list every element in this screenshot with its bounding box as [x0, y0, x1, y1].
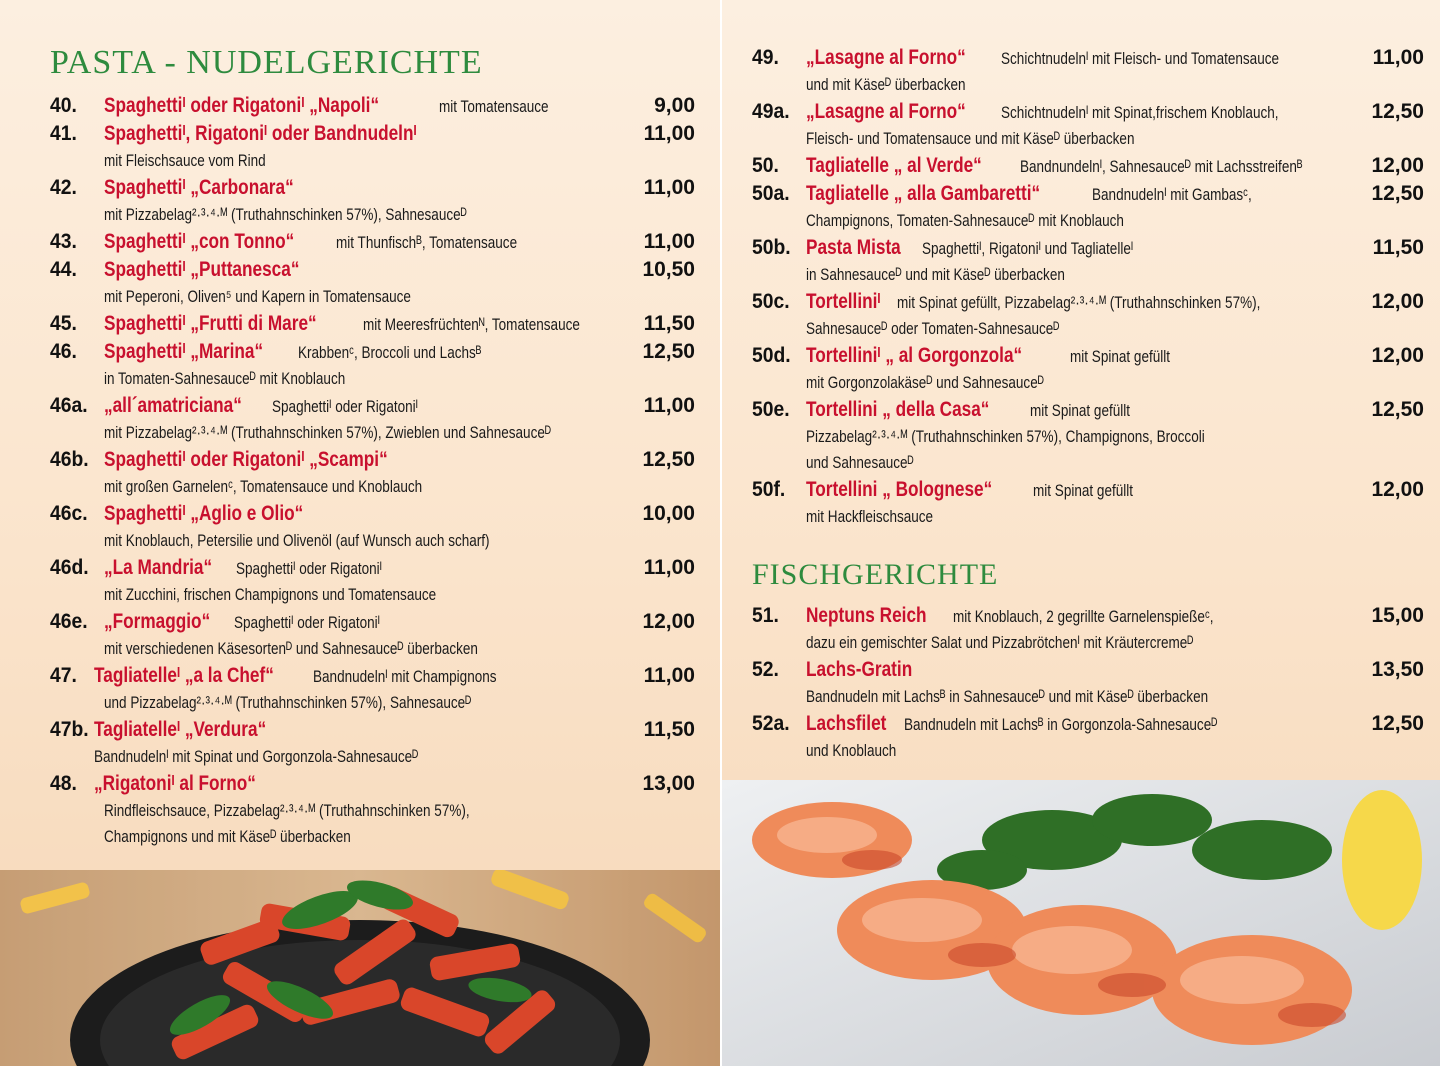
- section-heading-pasta: PASTA - NUDELGERICHTE: [50, 44, 483, 81]
- dish-description-line: mit Hackfleischsauce: [806, 508, 934, 526]
- menu-item-row: [50, 392, 695, 420]
- menu-item-row: [752, 656, 1424, 684]
- dish-description-line: mit Pizzabelag²·³·⁴·ᴹ (Truthahnschinken 57%), Zwieblen und Sahnesauceᴰ: [104, 424, 551, 442]
- dish-price: 12,50: [1371, 712, 1424, 735]
- dish-description: mit Tomatensauce: [439, 98, 549, 116]
- dish-name: Spaghettiᴵ „Marina“: [104, 340, 264, 363]
- dish-description-line: mit Gorgonzolakäseᴰ und Sahnesauceᴰ: [806, 374, 1044, 392]
- dish-description-line: in Tomaten-Sahnesauceᴰ mit Knoblauch: [104, 370, 346, 388]
- menu-item: [752, 152, 1424, 180]
- dish-name: „Formaggio“: [104, 610, 211, 633]
- dish-name: Spaghettiᴵ „Aglio e Olio“: [104, 502, 304, 525]
- dish-description-line: mit Pizzabelag²·³·⁴·ᴹ (Truthahnschinken 57%), Sahnesauceᴰ: [104, 206, 467, 224]
- pasta-dish-photo: [0, 870, 720, 1066]
- menu-item-row: [50, 174, 695, 202]
- menu-item-row: [50, 716, 695, 744]
- dish-name: Tortelliniᴵ: [806, 290, 881, 313]
- dish-price: 11,00: [643, 122, 695, 145]
- dish-name: Spaghettiᴵ „Frutti di Mare“: [104, 312, 317, 335]
- menu-item: [752, 656, 1424, 710]
- dish-name: „all´amatriciana“: [104, 394, 242, 417]
- item-title: [806, 476, 1371, 506]
- dish-price: 12,50: [1371, 100, 1424, 123]
- menu-item-row: [50, 92, 695, 120]
- item-number: 45.: [50, 312, 77, 335]
- menu-item-row: [752, 234, 1424, 262]
- dish-description: Bandnudelnᴵ mit Gambasᶜ,: [1091, 186, 1252, 204]
- menu-item: [50, 662, 695, 716]
- item-title: [806, 234, 1373, 264]
- menu-item-row: [752, 476, 1424, 504]
- dish-name: Tagliatelle „ al Verde“: [806, 154, 982, 177]
- item-number: 52a.: [752, 712, 790, 735]
- item-title: [806, 602, 1371, 632]
- dish-description-line: mit Fleischsauce vom Rind: [104, 152, 266, 170]
- menu-item: [50, 310, 695, 338]
- item-number: 50e.: [752, 398, 790, 421]
- item-number: 50f.: [752, 478, 786, 501]
- dish-price: 11,00: [643, 176, 695, 199]
- fish-list: [752, 602, 1424, 764]
- item-number: 50.: [752, 154, 779, 177]
- menu-item: [752, 476, 1424, 530]
- menu-item-row: [50, 662, 695, 690]
- menu-item: [50, 92, 695, 120]
- dish-price: 12,50: [642, 448, 695, 471]
- menu-item-row: [50, 228, 695, 256]
- item-title: [94, 770, 642, 800]
- menu-item-row: [50, 770, 695, 798]
- dish-name: Neptuns Reich: [806, 604, 927, 627]
- item-number: 49a.: [752, 100, 790, 123]
- item-title: [104, 608, 642, 638]
- dish-name: Lachsfilet: [806, 712, 887, 735]
- menu-item: [752, 44, 1424, 98]
- item-title: [104, 392, 644, 422]
- dish-name: Spaghettiᴵ „Puttanesca“: [104, 258, 300, 281]
- dish-description: mit Knoblauch, 2 gegrillte Garnelenspießeᶜ,: [953, 608, 1214, 626]
- dish-description-line: mit verschiedenen Käsesortenᴰ und Sahnesauceᴰ überbacken: [104, 640, 478, 658]
- item-title: [104, 310, 644, 340]
- menu-item: [50, 608, 695, 662]
- menu-item: [50, 770, 695, 850]
- dish-price: 11,50: [1372, 236, 1424, 259]
- dish-name: „Lasagne al Forno“: [806, 100, 966, 123]
- menu-item-row: [50, 446, 695, 474]
- menu-item: [50, 554, 695, 608]
- dish-description: mit Thunfischᴮ, Tomatensauce: [336, 234, 518, 252]
- item-number: 46a.: [50, 394, 88, 417]
- item-number: 42.: [50, 176, 77, 199]
- dish-price: 11,00: [643, 230, 695, 253]
- dish-description: mit Spinat gefüllt: [1029, 402, 1130, 420]
- dish-name: Spaghettiᴵ, Rigatoniᴵ oder Bandnudelnᴵ: [104, 122, 417, 145]
- pasta-list-continued: [752, 44, 1424, 530]
- dish-description-line: mit großen Garnelenᶜ, Tomatensauce und Knoblauch: [104, 478, 423, 496]
- item-title: [806, 98, 1371, 128]
- menu-item-row: [752, 180, 1424, 208]
- dish-price: 10,50: [642, 258, 695, 281]
- dish-description: mit Spinat gefüllt: [1069, 348, 1170, 366]
- item-number: 44.: [50, 258, 77, 281]
- dish-name: Spaghettiᴵ oder Rigatoniᴵ „Napoli“: [104, 94, 380, 117]
- menu-item: [50, 256, 695, 310]
- dish-description: Spaghettiᴵ oder Rigatoniᴵ: [233, 614, 380, 632]
- dish-price: 15,00: [1371, 604, 1424, 627]
- item-title: [104, 120, 644, 150]
- item-title: [104, 174, 644, 204]
- dish-price: 12,00: [1371, 344, 1424, 367]
- penne-pasta-image: [0, 870, 720, 1066]
- dish-name: „Lasagne al Forno“: [806, 46, 966, 69]
- dish-name: Spaghettiᴵ „con Tonno“: [104, 230, 295, 253]
- menu-item-row: [752, 602, 1424, 630]
- item-number: 50c.: [752, 290, 790, 313]
- menu-item: [752, 98, 1424, 152]
- grilled-shrimp-image: [722, 780, 1440, 1066]
- dish-name: Tortellini „ della Casa“: [806, 398, 990, 421]
- menu-item-row: [50, 310, 695, 338]
- dish-name: Pasta Mista: [806, 236, 901, 259]
- menu-item: [752, 602, 1424, 656]
- dish-price: 11,00: [643, 664, 695, 687]
- item-title: [806, 396, 1371, 426]
- menu-item: [752, 288, 1424, 342]
- item-title: [104, 256, 642, 286]
- dish-price: 12,50: [642, 340, 695, 363]
- dish-price: 9,00: [654, 94, 695, 117]
- item-title: [94, 716, 644, 746]
- item-number: 46c.: [50, 502, 88, 525]
- item-title: [806, 342, 1371, 372]
- item-title: [104, 92, 654, 122]
- menu-item-row: [752, 342, 1424, 370]
- dish-description: Bandnundelnᴵ, Sahnesauceᴰ mit Lachsstreifenᴮ: [1020, 158, 1303, 176]
- menu-item: [752, 396, 1424, 476]
- menu-item: [50, 716, 695, 770]
- item-number: 46b.: [50, 448, 89, 471]
- dish-description: mit Spinat gefüllt: [1033, 482, 1134, 500]
- dish-description: Spaghettiᴵ, Rigatoniᴵ und Tagliatelleᴵ: [921, 240, 1133, 258]
- menu-item-row: [50, 338, 695, 366]
- dish-description-line: Rindfleischsauce, Pizzabelag²·³·⁴·ᴹ (Truthahnschinken 57%),: [104, 802, 470, 820]
- menu-item-row: [752, 98, 1424, 126]
- item-title: [806, 710, 1371, 740]
- dish-description-line: in Sahnesauceᴰ und mit Käseᴰ überbacken: [806, 266, 1065, 284]
- menu-item-row: [752, 396, 1424, 424]
- dish-description-line: mit Knoblauch, Petersilie und Olivenöl (auf Wunsch auch scharf): [104, 532, 490, 550]
- pasta-list: [50, 92, 695, 850]
- menu-item: [50, 228, 695, 256]
- item-title: [94, 662, 644, 692]
- menu-item-row: [752, 710, 1424, 738]
- dish-name: Spaghettiᴵ oder Rigatoniᴵ „Scampi“: [104, 448, 388, 471]
- dish-description: Schichtnudelnᴵ mit Spinat,frischem Knoblauch,: [1000, 104, 1279, 122]
- item-title: [104, 338, 642, 368]
- dish-description-line: Champignons, Tomaten-Sahnesauceᴰ mit Knoblauch: [806, 212, 1124, 230]
- menu-page-pasta-fish: [720, 0, 1440, 1066]
- item-number: 47.: [50, 664, 77, 687]
- dish-description-line: Bandnudeln mit Lachsᴮ in Sahnesauceᴰ und mit Käseᴰ überbacken: [806, 688, 1209, 706]
- menu-item-row: [50, 608, 695, 636]
- menu-item-row: [50, 554, 695, 582]
- dish-description-line: und Knoblauch: [806, 742, 897, 760]
- item-number: 49.: [752, 46, 779, 69]
- item-title: [806, 44, 1373, 74]
- dish-name: Tagliatelle „ alla Gambaretti“: [806, 182, 1041, 205]
- dish-price: 12,00: [1371, 154, 1424, 177]
- item-title: [806, 656, 1371, 686]
- item-number: 46e.: [50, 610, 88, 633]
- dish-name: Spaghettiᴵ „Carbonara“: [104, 176, 294, 199]
- item-number: 46d.: [50, 556, 89, 579]
- dish-price: 12,50: [1371, 398, 1424, 421]
- dish-price: 12,00: [1371, 290, 1424, 313]
- dish-description-line: Champignons und mit Käseᴰ überbacken: [104, 828, 351, 846]
- dish-description: mit Meeresfrüchtenᴺ, Tomatensauce: [363, 316, 581, 334]
- dish-description: Spaghettiᴵ oder Rigatoniᴵ: [272, 398, 419, 416]
- item-title: [104, 228, 644, 258]
- item-number: 40.: [50, 94, 77, 117]
- menu-item: [50, 392, 695, 446]
- item-number: 52.: [752, 658, 779, 681]
- dish-description-line: dazu ein gemischter Salat und Pizzabrötchenᴵ mit Kräutercremeᴰ: [806, 634, 1194, 652]
- dish-description: Schichtnudelnᴵ mit Fleisch- und Tomatensauce: [1000, 50, 1279, 68]
- item-number: 47b.: [50, 718, 89, 741]
- menu-item: [752, 180, 1424, 234]
- menu-item: [752, 342, 1424, 396]
- dish-description-line: Pizzabelag²·³·⁴·ᴹ (Truthahnschinken 57%), Champignons, Broccoli: [806, 428, 1205, 446]
- item-title: [104, 446, 642, 476]
- item-title: [104, 500, 642, 530]
- dish-description: Bandnudelnᴵ mit Champignons: [313, 668, 497, 686]
- item-title: [104, 554, 644, 584]
- item-number: 50a.: [752, 182, 790, 205]
- dish-price: 10,00: [642, 502, 695, 525]
- dish-price: 13,50: [1371, 658, 1424, 681]
- dish-description: Bandnudeln mit Lachsᴮ in Gorgonzola-Sahnesauceᴰ: [904, 716, 1218, 734]
- dish-price: 11,00: [643, 556, 695, 579]
- menu-item: [50, 174, 695, 228]
- dish-price: 12,00: [642, 610, 695, 633]
- dish-price: 12,50: [1371, 182, 1424, 205]
- shrimp-dish-photo: [722, 780, 1440, 1066]
- menu-item: [752, 234, 1424, 288]
- dish-description-line: und Pizzabelag²·³·⁴·ᴹ (Truthahnschinken 57%), Sahnesauceᴰ: [104, 694, 472, 712]
- section-heading-fish: FISCHGERICHTE: [752, 558, 999, 591]
- dish-name: „Rigatoniᴵ al Forno“: [94, 772, 256, 795]
- menu-item: [50, 338, 695, 392]
- menu-item: [50, 446, 695, 500]
- dish-name: Tagliatelleᴵ „a la Chef“: [94, 664, 274, 687]
- dish-name: Tortellini „ Bolognese“: [806, 478, 993, 501]
- item-number: 50d.: [752, 344, 791, 367]
- dish-price: 11,00: [1372, 46, 1424, 69]
- dish-description: mit Spinat gefüllt, Pizzabelag²·³·⁴·ᴹ (Truthahnschinken 57%),: [896, 294, 1261, 312]
- menu-item-row: [752, 152, 1424, 180]
- dish-price: 13,00: [642, 772, 695, 795]
- dish-description-line: Bandnudelnᴵ mit Spinat und Gorgonzola-Sahnesauceᴰ: [94, 748, 419, 766]
- menu-item: [752, 710, 1424, 764]
- item-number: 48.: [50, 772, 77, 795]
- menu-item-row: [50, 256, 695, 284]
- dish-price: 11,00: [643, 394, 695, 417]
- dish-description: Spaghettiᴵ oder Rigatoniᴵ: [235, 560, 382, 578]
- item-number: 46.: [50, 340, 77, 363]
- menu-item-row: [50, 500, 695, 528]
- item-title: [806, 180, 1371, 210]
- dish-description-line: Fleisch- und Tomatensauce und mit Käseᴰ überbacken: [806, 130, 1135, 148]
- dish-description-line: und Sahnesauceᴰ: [806, 454, 914, 472]
- menu-item: [50, 500, 695, 554]
- dish-price: 11,50: [643, 312, 695, 335]
- dish-name: Tagliatelleᴵ „Verdura“: [94, 718, 267, 741]
- dish-price: 12,00: [1371, 478, 1424, 501]
- menu-item-row: [50, 120, 695, 148]
- dish-description-line: und mit Käseᴰ überbacken: [806, 76, 966, 94]
- menu-item-row: [752, 288, 1424, 316]
- dish-name: „La Mandria“: [104, 556, 213, 579]
- menu-item: [50, 120, 695, 174]
- dish-description-line: mit Zucchini, frischen Champignons und Tomatensauce: [104, 586, 437, 604]
- item-number: 51.: [752, 604, 779, 627]
- dish-name: Lachs-Gratin: [806, 658, 913, 681]
- dish-description-line: mit Peperoni, Oliven⁵ und Kapern in Tomatensauce: [104, 288, 411, 306]
- menu-item-row: [752, 44, 1424, 72]
- item-title: [806, 288, 1371, 318]
- item-title: [806, 152, 1371, 182]
- item-number: 50b.: [752, 236, 791, 259]
- dish-name: Tortelliniᴵ „ al Gorgonzola“: [806, 344, 1023, 367]
- item-number: 43.: [50, 230, 77, 253]
- dish-description-line: Sahnesauceᴰ oder Tomaten-Sahnesauceᴰ: [806, 320, 1060, 338]
- item-number: 41.: [50, 122, 77, 145]
- dish-price: 11,50: [643, 718, 695, 741]
- dish-description: Krabbenᶜ, Broccoli und Lachsᴮ: [297, 344, 482, 362]
